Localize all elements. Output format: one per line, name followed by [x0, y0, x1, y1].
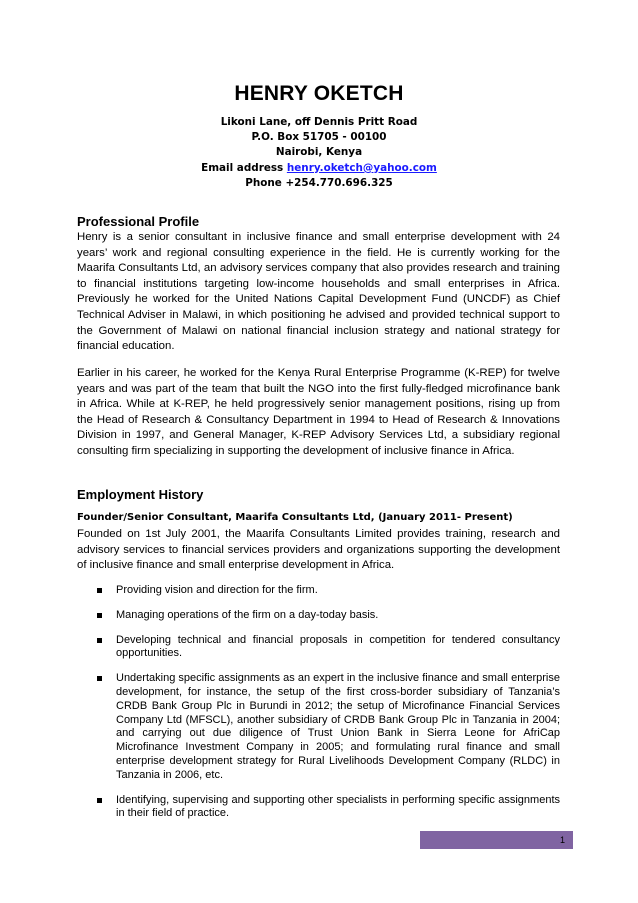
list-item — [77, 634, 560, 662]
list-item — [77, 672, 560, 782]
list-item — [77, 609, 560, 623]
employment-heading: Employment History — [77, 487, 204, 502]
address-line-1: Likoni Lane, off Dennis Pritt Road — [220, 116, 418, 128]
list-item — [77, 794, 560, 822]
responsibility-list — [77, 584, 560, 821]
candidate-name: HENRY OKETCH — [234, 82, 404, 105]
bullet-square-icon — [97, 638, 102, 643]
footer-accent-bar — [420, 831, 573, 849]
list-item-text: Providing vision and direction for the firm. — [116, 584, 318, 596]
address-line-2: P.O. Box 51705 - 00100 — [251, 131, 387, 144]
profile-heading: Professional Profile — [77, 214, 200, 229]
list-item-text: Developing technical and financial proposals in competition for tendered consultancy opportunities. — [116, 633, 560, 660]
list-item-text: Undertaking specific assignments as an expert in the inclusive finance and small enterprise development, for instance, the setup of the first cross-border subsidiary of Tanzania’s CRDB Bank Group Plc in Burundi in 2012; the setup of Microfinance Financial Services Company Ltd (MFSCL), another subsidiary of CRDB Bank Group Plc in Tanzania in 2004; and carrying out due diligence of Trust Union Bank in Sierra Leone for AfriCap Microfinance Investment Company in 2005; and formulating rural finance and small enterprise development strategy for Rural Livelihoods Development Company (RLDC) in Tanzania in 2006, etc. — [116, 672, 560, 781]
profile-text-1: Henry is a senior consultant in inclusive finance and small enterprise development with 24 years’ work and regional consulting experience in the field. He is currently working for the Maarifa Consultants Ltd, an advisory services company that also provides research and training to financial institutions targeting low-income households and small enterprises in Africa. Previously he worked for the United Nations Capital Development Fund (UNCDF) as Chief Technical Adviser in Malawi, in which positioning he advised and provided technical support to the Government of Malawi on national financial inclusion strategy and national strategy for financial education. — [77, 231, 560, 353]
email-label: Email address — [201, 161, 287, 174]
contact-block — [0, 115, 638, 191]
bullet-square-icon — [97, 676, 102, 681]
page-number: 1 — [560, 835, 566, 845]
job-description-text: Founded on 1st July 2001, the Maarifa Consultants Limited provides training, research and advisory services to financial services providers and organizations supporting the development of inclusive finance and small enterprise development in Africa. — [77, 528, 560, 572]
list-item-text: Managing operations of the firm on a day-today basis. — [116, 608, 379, 621]
job-description — [77, 527, 560, 574]
bullet-square-icon — [97, 798, 102, 803]
bullet-square-icon — [97, 588, 102, 593]
email-link[interactable]: henry.oketch@yahoo.com — [286, 161, 437, 174]
list-item — [77, 584, 560, 598]
email-line — [0, 161, 638, 176]
list-item-text: Identifying, supervising and supporting other specialists in performing specific assignments in their field of practice. — [116, 793, 560, 820]
profile-text-2: Earlier in his career, he worked for the Kenya Rural Enterprise Programme (K-REP) for twelve years and was part of the team that built the NGO into the first fully-fledged microfinance bank in Africa. While at K-REP, he held progressively senior management positions, rising up from the Head of Research & Consultancy Department in 1994 to Head of Research & Innovations Division in 1997, and General Manager, K-REP Advisory Services Ltd, a subsidiary regional consulting firm specializing in supporting the development of inclusive finance in Africa. — [77, 367, 560, 457]
bullet-square-icon — [97, 613, 102, 618]
profile-paragraph-2 — [77, 366, 560, 460]
city-line: Nairobi, Kenya — [275, 146, 363, 159]
job-title: Founder/Senior Consultant, Maarifa Consultants Ltd, (January 2011- Present) — [77, 512, 513, 523]
profile-paragraph-1 — [77, 230, 560, 355]
phone-line: Phone +254.770.696.325 — [245, 176, 393, 189]
